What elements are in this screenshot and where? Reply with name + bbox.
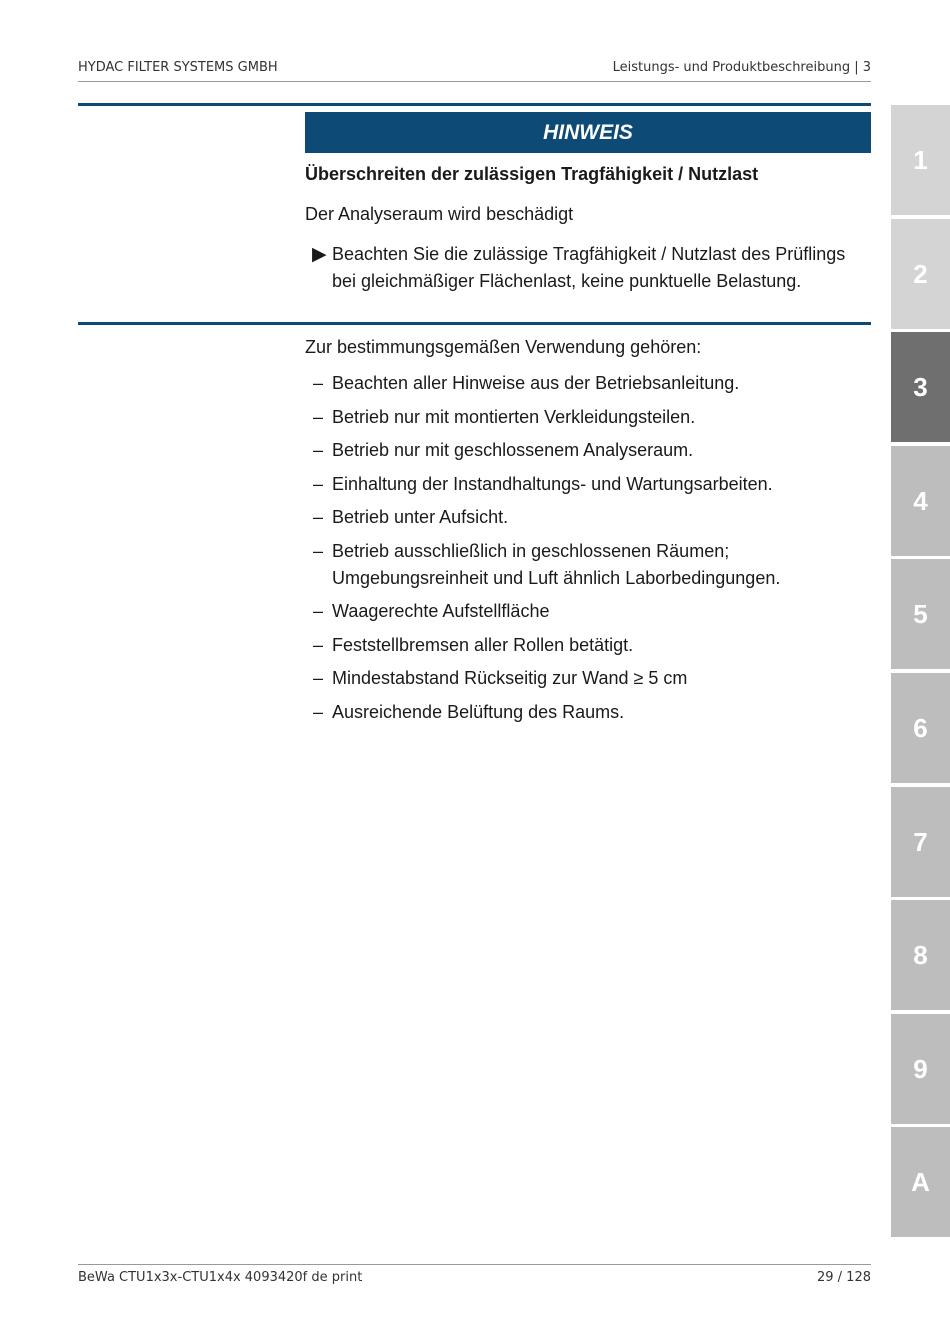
page-footer bbox=[78, 1270, 871, 1290]
notice-top-divider bbox=[78, 103, 871, 106]
dash-bullet: – bbox=[313, 540, 324, 561]
list-item-text: Ausreichende Belüftung des Raums. bbox=[332, 701, 625, 722]
list-item-text: Beachten aller Hinweise aus der Betriebsanleitung. bbox=[332, 373, 740, 393]
document-id: BeWa CTU1x3x-CTU1x4x 4093420f de print bbox=[78, 1270, 363, 1285]
dash-bullet: – bbox=[313, 701, 324, 722]
list-item-text: Waagerechte Aufstellfläche bbox=[332, 601, 550, 621]
list-item-text: Betrieb ausschließlich in geschlossenen Räumen; Umgebungsreinheit und Luft ähnlich Laborbedingungen. bbox=[332, 540, 781, 588]
list-item-text: Feststellbremsen aller Rollen betätigt. bbox=[332, 634, 634, 655]
list-item-text: Betrieb unter Aufsicht. bbox=[332, 507, 509, 527]
chapter-tab-2[interactable]: 2 bbox=[891, 219, 950, 329]
notice-bottom-divider bbox=[78, 322, 871, 325]
dash-bullet: – bbox=[313, 634, 324, 655]
dash-bullet: – bbox=[313, 507, 324, 527]
dash-bullet: – bbox=[313, 373, 324, 393]
notice-label: HINWEIS bbox=[305, 112, 871, 153]
list-item-text: Betrieb nur mit montierten Verkleidungsteilen. bbox=[332, 406, 696, 427]
page-number: 29 / 128 bbox=[817, 1270, 871, 1285]
list-item bbox=[305, 538, 871, 592]
list-item bbox=[305, 632, 871, 659]
dash-bullet: – bbox=[313, 668, 324, 688]
action-arrow-icon: ▶ bbox=[312, 244, 327, 265]
list-item bbox=[305, 699, 871, 726]
list-item bbox=[305, 370, 871, 397]
chapter-tab-5[interactable]: 5 bbox=[891, 559, 950, 669]
dash-bullet: – bbox=[313, 406, 324, 427]
notice-title: Überschreiten der zulässigen Tragfähigkeit / Nutzlast bbox=[305, 164, 759, 184]
chapter-tab-8[interactable]: 8 bbox=[891, 900, 950, 1010]
list-item-text: Betrieb nur mit geschlossenem Analyseraum. bbox=[332, 440, 694, 460]
list-item-text: Einhaltung der Instandhaltungs- und Wartungsarbeiten. bbox=[332, 473, 773, 494]
intended-use-intro: Zur bestimmungsgemäßen Verwendung gehören: bbox=[305, 337, 702, 357]
intended-use-list bbox=[305, 370, 871, 732]
company-name: HYDAC FILTER SYSTEMS GMBH bbox=[78, 60, 278, 75]
chapter-tab-1[interactable]: 1 bbox=[891, 105, 950, 215]
notice-action-text: Beachten Sie die zulässige Tragfähigkeit / Nutzlast des Prüflings bei gleichmäßiger Flächenlast, keine punktuelle Belastung. bbox=[332, 244, 846, 291]
chapter-tab-4[interactable]: 4 bbox=[891, 446, 950, 556]
list-item bbox=[305, 437, 871, 464]
list-item bbox=[305, 665, 871, 692]
footer-divider bbox=[78, 1264, 871, 1265]
chapter-tab-7[interactable]: 7 bbox=[891, 787, 950, 897]
list-item bbox=[305, 504, 871, 531]
notice-consequence: Der Analyseraum wird beschädigt bbox=[305, 204, 574, 224]
chapter-tab-6[interactable]: 6 bbox=[891, 673, 950, 783]
header-divider bbox=[78, 81, 871, 82]
notice-action bbox=[312, 241, 872, 295]
section-title: Leistungs- und Produktbeschreibung | 3 bbox=[612, 60, 871, 75]
chapter-tab-3[interactable]: 3 bbox=[891, 332, 950, 442]
chapter-tab-a[interactable]: A bbox=[891, 1127, 950, 1237]
list-item bbox=[305, 598, 871, 625]
dash-bullet: – bbox=[313, 440, 324, 460]
page-header bbox=[78, 60, 871, 80]
list-item bbox=[305, 404, 871, 431]
list-item-text: Mindestabstand Rückseitig zur Wand ≥ 5 cm bbox=[332, 668, 688, 688]
dash-bullet: – bbox=[313, 473, 324, 494]
chapter-tab-9[interactable]: 9 bbox=[891, 1014, 950, 1124]
dash-bullet: – bbox=[313, 601, 324, 621]
list-item bbox=[305, 471, 871, 498]
